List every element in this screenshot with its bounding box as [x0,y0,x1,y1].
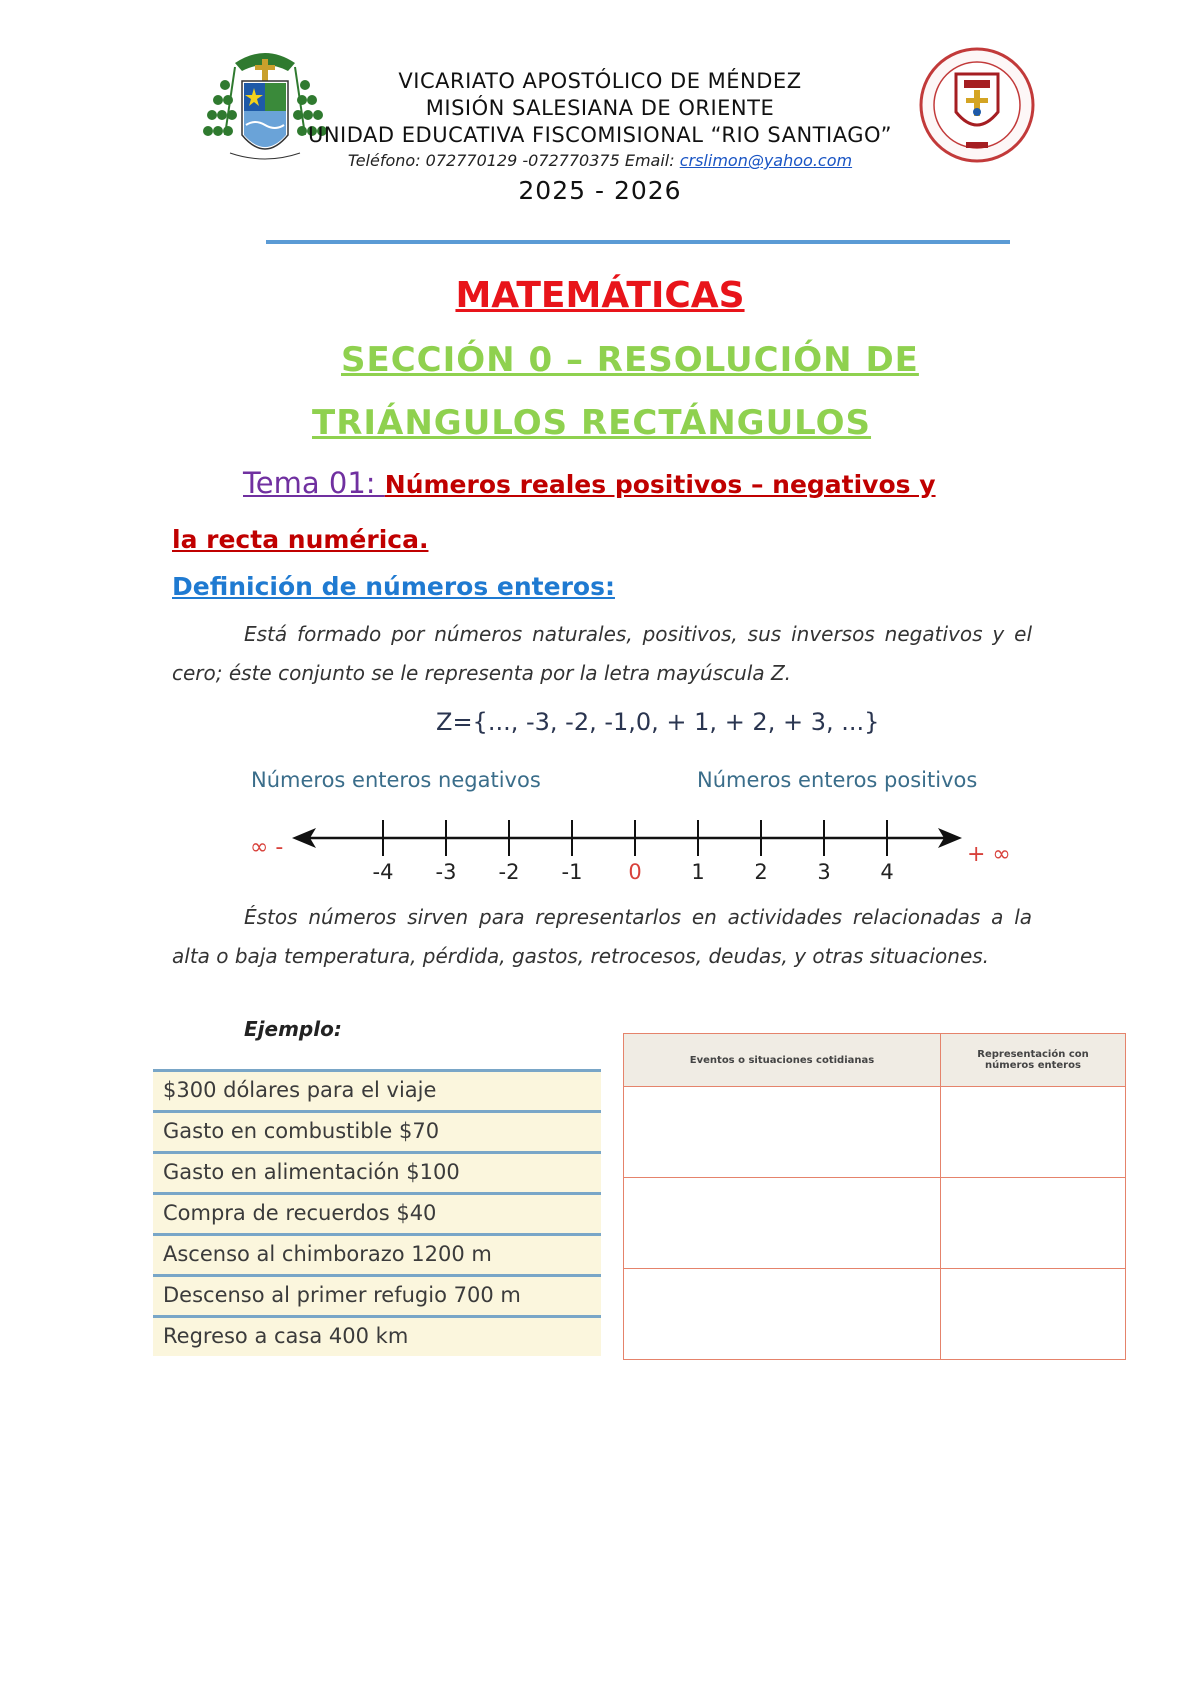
plus-infinity-label: + ∞ [967,842,1011,867]
example-list [153,1069,601,1356]
header-divider [266,240,1010,244]
positive-integers-label: Números enteros positivos [697,768,978,792]
section-title-line1: SECCIÓN 0 – RESOLUCIÓN DE [341,340,919,380]
topic-prefix: Tema 01: [243,466,385,500]
tick-label: 0 [628,860,642,884]
usage-text: Éstos números sirven para representarlos en actividades relacionadas a la alta o baja temperatura, pérdida, gastos, retrocesos, deudas, y otras situaciones. [172,905,1032,968]
example-item: Gasto en alimentación $100 [153,1151,601,1192]
definition-text: Está formado por números naturales, positivos, sus inversos negativos y el cero; éste conjunto se le representa por la letra mayúscula Z. [172,622,1032,685]
tick-label: -3 [435,860,457,884]
header-mission: MISIÓN SALESIANA DE ORIENTE [425,96,775,120]
table-row [624,1269,1126,1360]
tick-label: -4 [372,860,394,884]
topic-title-line1: Números reales positivos – negativos y [384,470,936,499]
table-cell[interactable] [941,1269,1126,1360]
tick-label: 4 [880,860,894,884]
table-row [624,1178,1126,1269]
integer-set: Z={..., -3, -2, -1,0, + 1, + 2, + 3, ...} [436,708,880,736]
exercise-table [623,1033,1126,1360]
tick-labels [290,860,970,890]
table-cell[interactable] [624,1087,941,1178]
tick-label: -2 [498,860,520,884]
tick-label: -1 [561,860,583,884]
header-school: UNIDAD EDUCATIVA FISCOMISIONAL “RIO SANTIAGO” [307,123,893,147]
example-item: Gasto en combustible $70 [153,1110,601,1151]
table-header-representation: Representación con números enteros [941,1034,1126,1087]
email-link[interactable]: crslimon@yahoo.com [679,151,853,170]
negative-integers-label: Números enteros negativos [251,768,541,792]
example-item: Compra de recuerdos $40 [153,1192,601,1233]
example-item: Regreso a casa 400 km [153,1315,601,1356]
tick-label: 1 [691,860,705,884]
table-header-events: Eventos o situaciones cotidianas [624,1034,941,1087]
table-cell[interactable] [941,1178,1126,1269]
minus-infinity-label: ∞ - [250,835,284,860]
table-row [624,1087,1126,1178]
topic-title-line2: la recta numérica. [172,525,429,554]
school-year: 2025 - 2026 [518,176,682,205]
table-cell[interactable] [624,1269,941,1360]
example-item: Ascenso al chimborazo 1200 m [153,1233,601,1274]
example-label: Ejemplo: [244,1017,342,1041]
header-contact [0,151,1200,170]
section-title-line2: TRIÁNGULOS RECTÁNGULOS [312,403,872,443]
topic-heading [243,466,936,500]
definition-heading: Definición de números enteros: [172,572,615,601]
example-item: Descenso al primer refugio 700 m [153,1274,601,1315]
example-item: $300 dólares para el viaje [153,1069,601,1110]
tick-label: 2 [754,860,768,884]
page-title: MATEMÁTICAS [455,275,745,316]
header-vicariate: VICARIATO APOSTÓLICO DE MÉNDEZ [398,69,802,93]
tick-label: 3 [817,860,831,884]
contact-phones: Teléfono: 072770129 -072770375 Email: [347,151,680,170]
table-cell[interactable] [624,1178,941,1269]
table-header-row [624,1034,1126,1087]
table-cell[interactable] [941,1087,1126,1178]
